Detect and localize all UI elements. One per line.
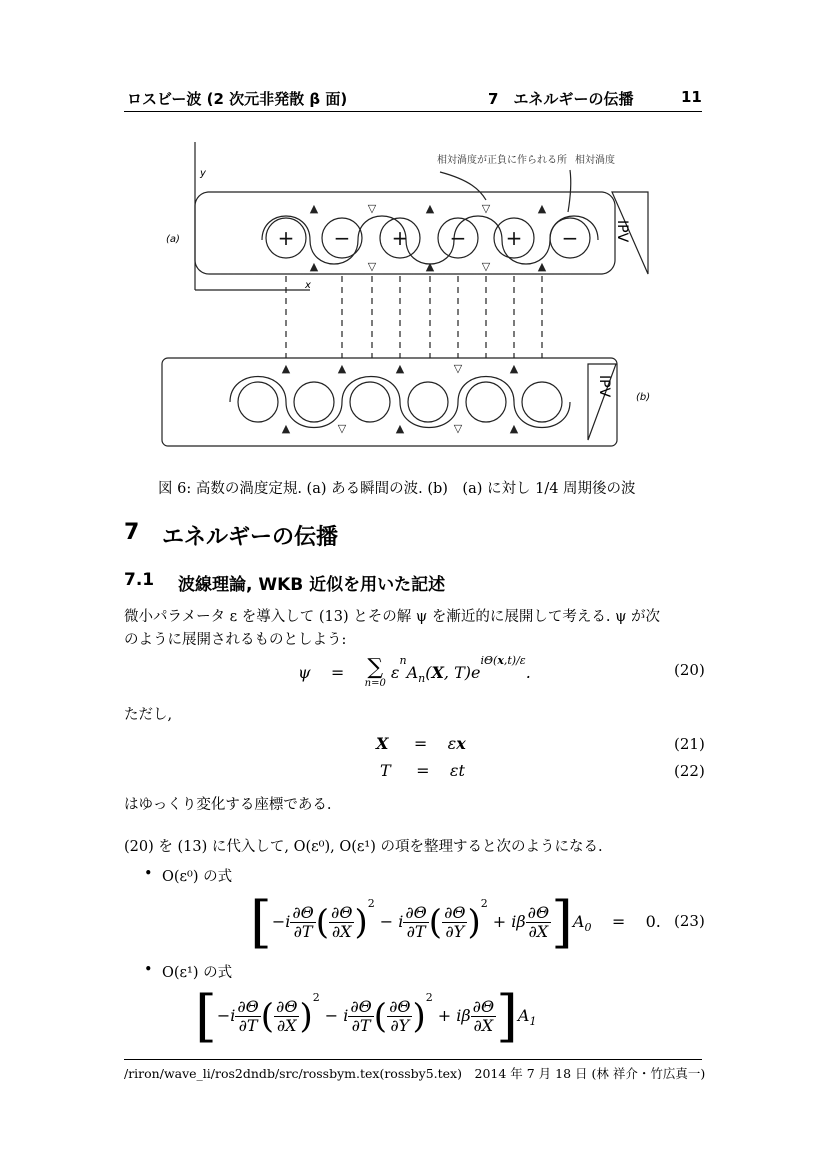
paragraph-tadashi: ただし, — [124, 707, 173, 723]
bullet-dot-2: • — [144, 962, 153, 978]
paragraph-2: (20) を (13) に代入して, O(ε⁰), O(ε¹) の項を整理すると次のようになる. — [124, 839, 603, 855]
section-title: エネルギーの伝播 — [162, 525, 339, 550]
running-header-left: ロスビー波 (2 次元非発散 β 面) — [127, 90, 348, 108]
svg-text:▽: ▽ — [337, 422, 347, 435]
svg-text:▽: ▽ — [481, 202, 491, 215]
paragraph-1-line-2: のように展開されるものとしよう: — [124, 632, 347, 648]
equation-20: ψ = ∑ n=0 $\varepsilon^nA_n(X$, $T)e^{i\Theta(x,t)/\varepsilon}$. — [298, 654, 531, 689]
equation-order-1: [−i $\frac{\partial\Theta}{\partial T}$ ( $\frac{\partial\Theta}{\partial X}$ )$^2$ − i $\frac{\partial\Theta}{\partial T}$ ( $\frac{\partial\Theta}{\partial Y}$ )$^2$ + iβ $\frac{\partial\Theta}{\partial X}$ ]$A_1$ — [195, 984, 537, 1049]
svg-text:▲: ▲ — [395, 362, 405, 375]
paragraph-slow-coordinates: はゆっくり変化する座標である. — [124, 797, 332, 813]
svg-text:▲: ▲ — [281, 422, 291, 435]
svg-text:▲: ▲ — [537, 260, 547, 273]
page-number: 11 — [681, 88, 702, 106]
bullet-2-label: O(ε¹) の式 — [162, 965, 233, 981]
subsection-number: 7.1 — [124, 570, 155, 590]
figure-axis-y: y — [200, 168, 206, 179]
svg-text:−: − — [333, 226, 351, 250]
bullet-1-label: O(ε⁰) の式 — [162, 869, 233, 885]
svg-text:+: + — [277, 226, 295, 250]
svg-text:▲: ▲ — [537, 202, 547, 215]
svg-text:+: + — [505, 226, 523, 250]
figure-axis-x: x — [305, 280, 311, 291]
svg-text:▲: ▲ — [395, 422, 405, 435]
equation-22: T = εt — [380, 761, 465, 780]
running-header-section: 7 エネルギーの伝播 — [488, 90, 634, 108]
footer-rule — [124, 1059, 702, 1060]
svg-text:▽: ▽ — [367, 260, 377, 273]
svg-text:▽: ▽ — [367, 202, 377, 215]
svg-text:▲: ▲ — [509, 422, 519, 435]
equation-21: X = εx — [376, 734, 466, 753]
bullet-dot-1: • — [144, 866, 153, 882]
figure-annotation-right: 相対渦度 — [575, 155, 615, 166]
svg-text:▽: ▽ — [453, 422, 463, 435]
header-rule — [124, 111, 702, 112]
equation-23-number: (23) — [674, 912, 705, 930]
figure-ipv-b: IPV — [596, 375, 612, 398]
svg-text:▲: ▲ — [425, 202, 435, 215]
figure-annotation-left: 相対渦度が正負に作られる所 — [437, 155, 567, 166]
svg-text:▲: ▲ — [425, 260, 435, 273]
svg-text:▽: ▽ — [481, 260, 491, 273]
figure-vorticity-waves — [150, 140, 660, 458]
svg-text:−: − — [561, 226, 579, 250]
svg-text:▲: ▲ — [309, 202, 319, 215]
svg-text:▲: ▲ — [309, 260, 319, 273]
svg-text:▽: ▽ — [453, 362, 463, 375]
svg-text:−: − — [449, 226, 467, 250]
svg-text:▲: ▲ — [337, 362, 347, 375]
figure-label-a: (a) — [166, 234, 180, 245]
equation-21-number: (21) — [674, 735, 705, 753]
figure-ipv-a: IPV — [614, 220, 630, 243]
paragraph-1-line-1: 微小パラメータ ε を導入して (13) とその解 ψ を漸近的に展開して考える. ψ が次 — [124, 609, 661, 625]
figure-caption: 図 6: 高数の渦度定規. (a) ある瞬間の波. (b) (a) に対し 1/4 周期後の波 — [158, 481, 636, 497]
equation-23: [−i $\frac{\partial\Theta}{\partial T}$ ( $\frac{\partial\Theta}{\partial X}$ )$^2$ − i $\frac{\partial\Theta}{\partial T}$ ( $\frac{\partial\Theta}{\partial Y}$ )$^2$ + iβ $\frac{\partial\Theta}{\partial X}$ ]$A_0$ = 0. — [250, 890, 661, 955]
subsection-title: 波線理論, WKB 近似を用いた記述 — [178, 575, 446, 595]
footer-source: /riron/wave_li/ros2dndb/src/rossbym.tex(rossby5.tex) 2014 年 7 月 18 日 (林 祥介・竹広真一) — [124, 1066, 706, 1081]
section-number: 7 — [124, 520, 140, 545]
svg-text:▲: ▲ — [509, 362, 519, 375]
svg-text:+: + — [391, 226, 409, 250]
equation-22-number: (22) — [674, 762, 705, 780]
figure-label-b: (b) — [636, 392, 651, 403]
equation-20-number: (20) — [674, 661, 705, 679]
svg-text:▲: ▲ — [281, 362, 291, 375]
